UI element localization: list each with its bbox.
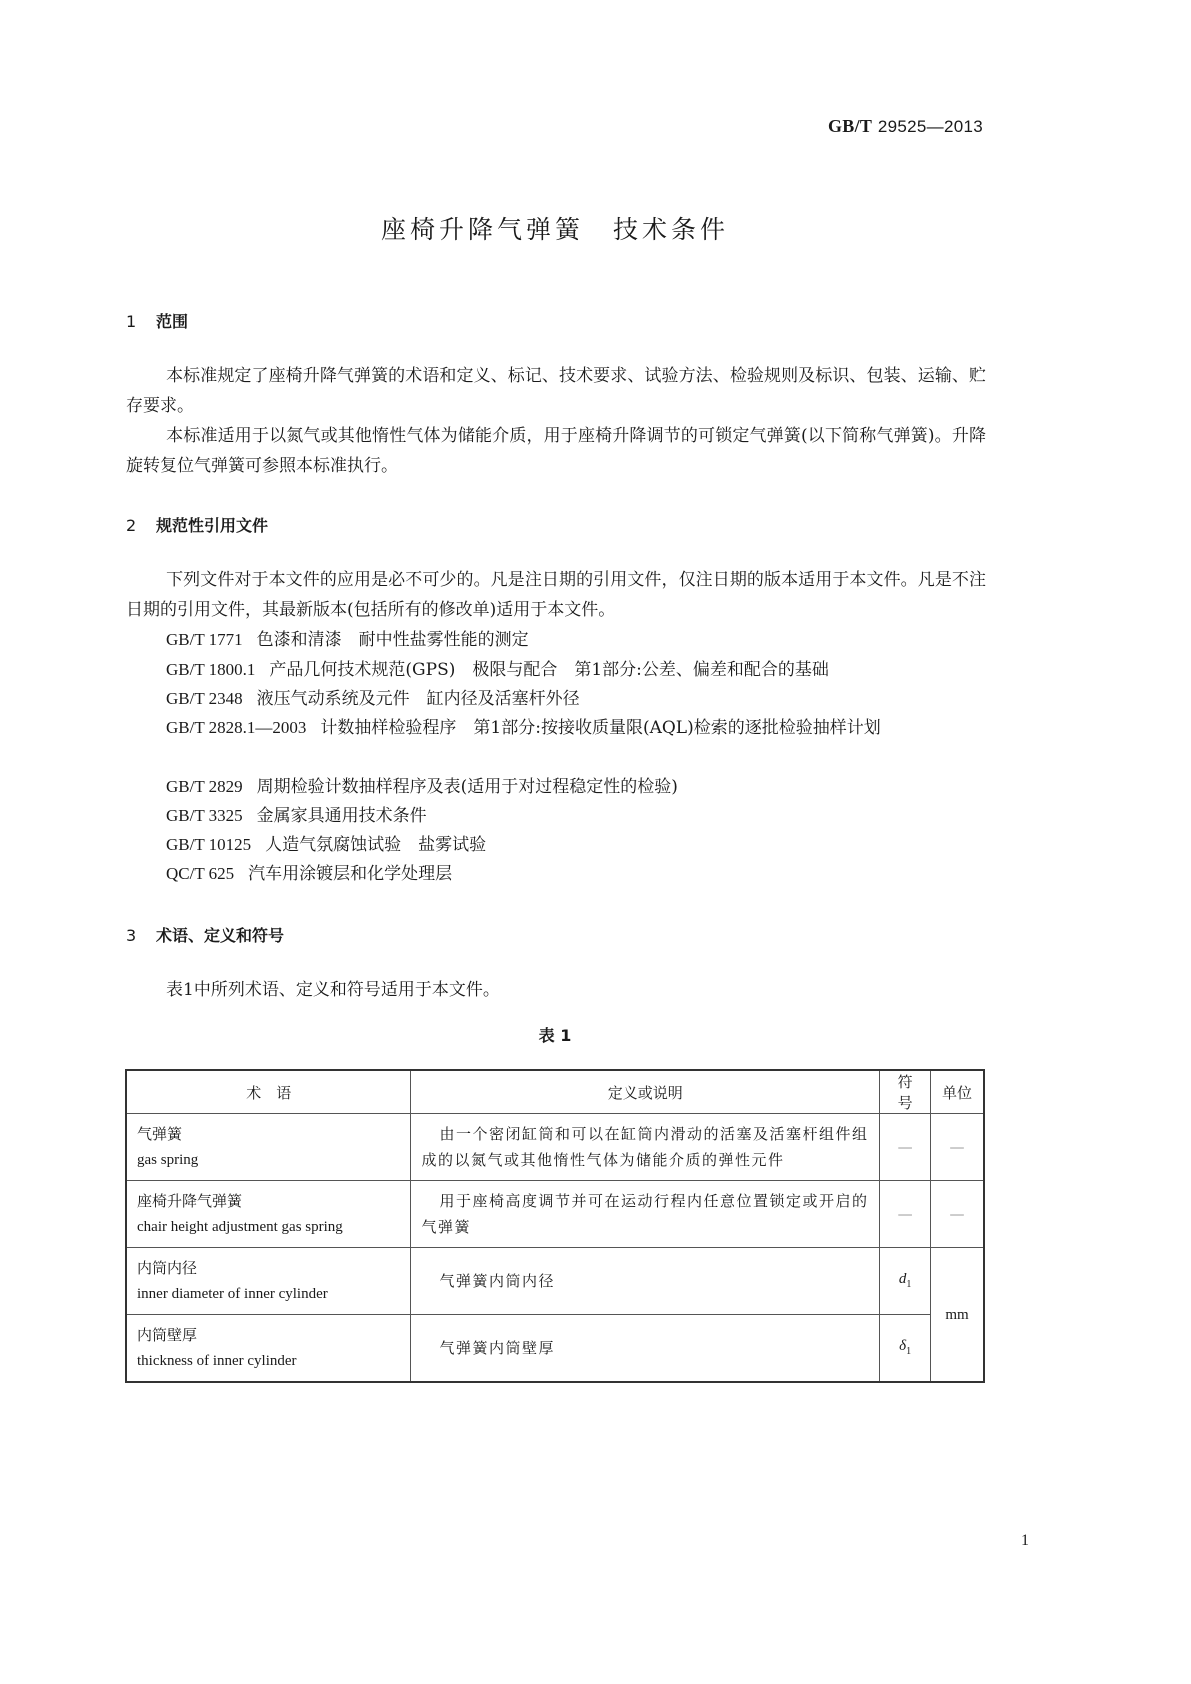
reference-title: 金属家具通用技术条件: [256, 806, 427, 826]
standard-code: [828, 116, 983, 137]
term-en: gas spring: [137, 1152, 199, 1168]
section-heading-2: [126, 513, 268, 536]
term-en: thickness of inner cylinder: [137, 1353, 297, 1369]
symbol-cell: —: [880, 1181, 931, 1248]
reference-title: 产品几何技术规范(GPS) 极限与配合 第1部分:公差、偏差和配合的基础: [269, 660, 829, 680]
table-row: [126, 1181, 984, 1248]
definition-cell: 用于座椅高度调节并可在运动行程内任意位置锁定或开启的气弹簧: [411, 1181, 880, 1248]
reference-code: GB/T 2828.1—2003: [166, 718, 307, 737]
symbol-cell: —: [880, 1114, 931, 1181]
reference-item: [126, 713, 986, 743]
section-number: 3: [126, 926, 137, 945]
term-zh: 气弹簧: [137, 1125, 183, 1143]
section-title: 规范性引用文件: [156, 516, 269, 535]
term-cell: [126, 1114, 411, 1181]
term-cell: [126, 1181, 411, 1248]
reference-title: 周期检验计数抽样程序及表(适用于对过程稳定性的检验): [256, 777, 678, 797]
page-number: 1: [1021, 1532, 1029, 1549]
paragraph: 表1中所列术语、定义和符号适用于本文件。: [166, 980, 500, 1000]
section-number: 1: [126, 312, 137, 331]
reference-title: 液压气动系统及元件 缸内径及活塞杆外径: [256, 689, 580, 709]
reference-code: GB/T 2348: [166, 689, 243, 708]
table-header-row: [126, 1070, 984, 1114]
reference-title: 汽车用涂镀层和化学处理层: [248, 864, 453, 884]
term-en: inner diameter of inner cylinder: [137, 1286, 328, 1302]
reference-title: 人造气氛腐蚀试验 盐雾试验: [265, 835, 487, 855]
reference-item: [166, 859, 452, 889]
section-heading-3: [126, 923, 284, 946]
paragraph: 本标准适用于以氮气或其他惰性气体为储能介质，用于座椅升降调节的可锁定气弹簧(以下简称气弹簧)。升降旋转复位气弹簧可参照本标准执行。: [126, 426, 986, 476]
symbol: $\delta_1$: [899, 1337, 912, 1357]
reference-item: [166, 801, 427, 831]
paragraph: 下列文件对于本文件的应用是必不可少的。凡是注日期的引用文件，仅注日期的版本适用于本文件。凡是不注日期的引用文件，其最新版本(包括所有的修改单)适用于本文件。: [126, 570, 986, 620]
header-symbol: 符号: [880, 1070, 931, 1114]
definition-cell: 气弹簧内筒内径: [411, 1248, 880, 1315]
section-title: 术语、定义和符号: [156, 926, 285, 945]
table-row: [126, 1248, 984, 1315]
reference-title: 色漆和清漆 耐中性盐雾性能的测定: [256, 630, 529, 650]
unit-cell: mm: [931, 1248, 984, 1383]
reference-item: [166, 625, 529, 655]
header-definition: 定义或说明: [411, 1070, 880, 1114]
document-title: 座椅升降气弹簧 技术条件: [380, 215, 729, 244]
section-number: 2: [126, 516, 137, 535]
symbol: $d_1$: [898, 1270, 912, 1290]
term-en: chair height adjustment gas spring: [137, 1219, 343, 1235]
term-zh: 座椅升降气弹簧: [137, 1192, 243, 1210]
term-zh: 内筒壁厚: [137, 1326, 198, 1344]
term-cell: [126, 1248, 411, 1315]
reference-item: [166, 684, 580, 714]
symbol-cell: [880, 1315, 931, 1383]
header-term: 术 语: [126, 1070, 411, 1114]
table-row: [126, 1114, 984, 1181]
section-title: 范围: [156, 312, 189, 331]
term-zh: 内筒内径: [137, 1259, 198, 1277]
reference-title: 计数抽样检验程序 第1部分:按接收质量限(AQL)检索的逐批检验抽样计划: [320, 718, 881, 738]
unit-cell: —: [931, 1114, 984, 1181]
standard-number: 29525—2013: [877, 117, 983, 136]
symbol-cell: [880, 1248, 931, 1315]
reference-code: GB/T 1771: [166, 630, 243, 649]
reference-item: [166, 655, 829, 685]
paragraph: 本标准规定了座椅升降气弹簧的术语和定义、标记、技术要求、试验方法、检验规则及标识、包装、运输、贮存要求。: [126, 366, 986, 416]
reference-code: GB/T 10125: [166, 835, 252, 854]
reference-code: QC/T 625: [166, 864, 235, 883]
header-unit: 单位: [931, 1070, 984, 1114]
reference-code: GB/T 3325: [166, 806, 243, 825]
reference-code: GB/T 2829: [166, 777, 243, 796]
terms-table: [125, 1069, 985, 1383]
unit-cell: —: [931, 1181, 984, 1248]
standard-prefix: GB/T: [827, 116, 873, 136]
table-caption: 表 1: [538, 1026, 572, 1045]
table-row: [126, 1315, 984, 1383]
term-cell: [126, 1315, 411, 1383]
definition-cell: 由一个密闭缸筒和可以在缸筒内滑动的活塞及活塞杆组件组成的以氮气或其他惰性气体为储能介质的弹性元件: [411, 1114, 880, 1181]
section-heading-1: [126, 309, 188, 332]
reference-item: [166, 772, 678, 802]
definition-cell: 气弹簧内筒壁厚: [411, 1315, 880, 1383]
reference-item: [166, 830, 486, 860]
reference-code: GB/T 1800.1: [166, 660, 256, 679]
